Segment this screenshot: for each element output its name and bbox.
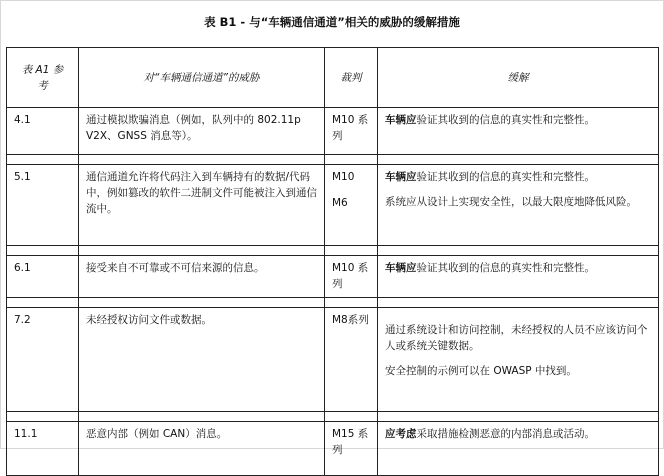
mitigation-paragraph (385, 169, 651, 185)
cell-ref: 5.1 (7, 165, 79, 246)
mitigation-text: 采取措施检测恶意的内部消息或活动。 (416, 428, 595, 440)
mitigation-text: 验证其收到的信息的真实性和完整性。 (416, 262, 595, 274)
row-gap (7, 246, 659, 256)
row-gap (7, 298, 659, 308)
row-gap (7, 155, 659, 165)
verdict-code: M6 (332, 197, 348, 209)
mitigation-lead: 应考虑 (385, 428, 417, 440)
header-threat: 对“车辆通信通道”的威胁 (79, 48, 325, 108)
gap-cell (79, 412, 325, 422)
gap-cell (325, 155, 378, 165)
gap-cell (7, 298, 79, 308)
table-row (7, 108, 659, 155)
gap-cell (7, 412, 79, 422)
header-mitigation: 缓解 (378, 48, 659, 108)
table-row (7, 308, 659, 412)
cell-verdict (325, 308, 378, 412)
mitigation-paragraph (385, 194, 651, 210)
gap-cell (79, 246, 325, 256)
cell-mitigation (378, 308, 659, 412)
gap-cell (79, 298, 325, 308)
mitigation-paragraph (385, 260, 651, 276)
header-row (7, 48, 659, 108)
cell-verdict (325, 165, 378, 246)
cell-mitigation (378, 256, 659, 298)
cell-ref: 6.1 (7, 256, 79, 298)
header-ref (7, 48, 79, 108)
gap-cell (378, 155, 659, 165)
gap-cell (378, 298, 659, 308)
cell-mitigation (378, 165, 659, 246)
verdict-code: M10 系列 (332, 114, 369, 142)
mitigation-paragraph (385, 112, 651, 128)
cell-ref: 7.2 (7, 308, 79, 412)
row-gap (7, 412, 659, 422)
mitigation-paragraph (385, 363, 651, 379)
mitigation-lead: 车辆应 (385, 262, 417, 274)
gap-cell (325, 412, 378, 422)
header-verdict: 裁判 (325, 48, 378, 108)
mitigation-lead: 车辆应 (385, 171, 417, 183)
cell-threat: 未经授权访问文件或数据。 (79, 308, 325, 412)
mitigation-text: 通过系统设计和访问控制，未经授权的人员不应该访问个人或系统关键数据。 (385, 324, 648, 352)
gap-cell (79, 155, 325, 165)
mitigation-paragraph (385, 426, 651, 442)
table-row (7, 256, 659, 298)
table-caption: 表 B1 - 与“车辆通信通道”相关的威胁的缓解措施 (204, 15, 460, 29)
gap-cell (325, 298, 378, 308)
cell-threat: 接受来自不可靠或不可信来源的信息。 (79, 256, 325, 298)
mitigation-paragraph (385, 322, 651, 354)
cell-threat: 通过模拟欺骗消息（例如，队列中的 802.11p V2X、GNSS 消息等）。 (79, 108, 325, 155)
gap-cell (7, 246, 79, 256)
mitigation-table (6, 47, 659, 476)
table-row (7, 165, 659, 246)
header-ref-line1: 表 A1 参 (21, 63, 64, 76)
verdict-code: M10 系列 (332, 262, 369, 290)
verdict-code: M15 系列 (332, 428, 369, 456)
cell-ref: 4.1 (7, 108, 79, 155)
mitigation-text: 系统应从设计上实现安全性，以最大限度地降低风险。 (385, 196, 637, 208)
table-body (7, 108, 659, 476)
cell-verdict (325, 256, 378, 298)
verdict-code: M8系列 (332, 314, 369, 326)
cell-threat: 通信通道允许将代码注入到车辆持有的数据/代码中，例如篡改的软件二进制文件可能被注入到通信流中。 (79, 165, 325, 246)
header-ref-line2: 考 (37, 79, 48, 92)
mitigation-text: 安全控制的示例可以在 OWASP 中找到。 (385, 365, 577, 377)
cell-verdict (325, 108, 378, 155)
gap-cell (325, 246, 378, 256)
verdict-code: M10 (332, 171, 355, 183)
gap-cell (378, 412, 659, 422)
gap-cell (378, 246, 659, 256)
mitigation-text: 验证其收到的信息的真实性和完整性。 (416, 114, 595, 126)
gap-cell (7, 155, 79, 165)
cell-ref: 11.1 (7, 422, 79, 476)
cell-threat: 恶意内部（例如 CAN）消息。 (79, 422, 325, 476)
mitigation-text: 验证其收到的信息的真实性和完整性。 (416, 171, 595, 183)
mitigation-lead: 车辆应 (385, 114, 417, 126)
cell-mitigation (378, 108, 659, 155)
